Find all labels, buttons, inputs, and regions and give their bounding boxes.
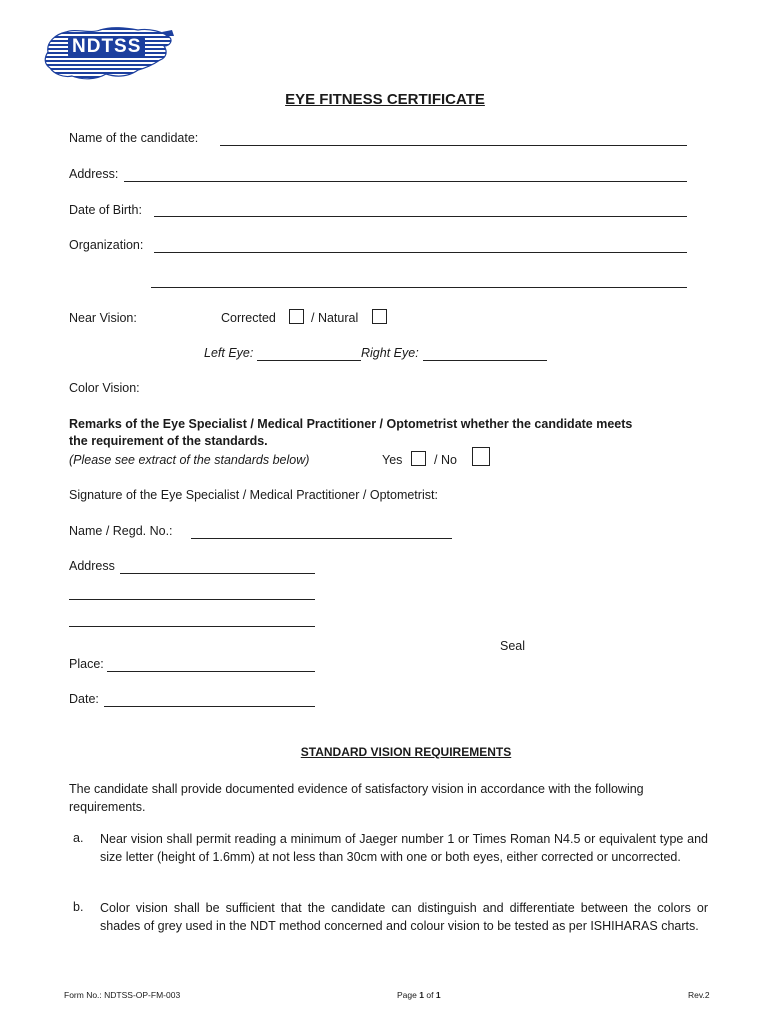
remarks-line-2: the requirement of the standards.	[69, 434, 268, 448]
organization-field[interactable]	[154, 252, 687, 253]
organization-label: Organization:	[69, 238, 144, 252]
specialist-address-field[interactable]	[120, 573, 315, 574]
page-total: 1	[435, 990, 441, 1000]
remarks-line-1: Remarks of the Eye Specialist / Medical Practitioner / Optometrist whether the candidate meets	[69, 417, 633, 431]
item-b-marker: b.	[73, 900, 84, 914]
date-field[interactable]	[104, 706, 315, 707]
standards-intro: The candidate shall provide documented evidence of satisfactory vision in accordance with the following requirements.	[69, 782, 644, 814]
specialist-address-field-line-2[interactable]	[69, 599, 315, 600]
page-number: 1	[419, 990, 424, 1000]
yes-label: Yes	[382, 453, 403, 467]
page-indicator	[397, 990, 441, 1000]
address-label: Address:	[69, 167, 119, 181]
no-checkbox[interactable]	[472, 447, 490, 466]
item-b-text: Color vision shall be sufficient that the candidate can distinguish and differentiate between the colors or shades of grey used in the NDT method concerned and colour vision to be tested as per ISHIHARAS charts.	[100, 901, 708, 933]
organization-field-line-2[interactable]	[151, 287, 687, 288]
page-title: EYE FITNESS CERTIFICATE	[285, 91, 485, 108]
seal-label: Seal	[500, 639, 526, 653]
regd-label: Name / Regd. No.:	[69, 524, 173, 538]
specialist-address-field-line-3[interactable]	[69, 626, 315, 627]
regd-field[interactable]	[191, 538, 452, 539]
standards-title: STANDARD VISION REQUIREMENTS	[300, 745, 512, 759]
candidate-name-label: Name of the candidate:	[69, 131, 199, 145]
corrected-checkbox[interactable]	[289, 309, 304, 324]
place-field[interactable]	[107, 671, 315, 672]
page-word: Page	[397, 990, 417, 1000]
item-a-text: Near vision shall permit reading a minimum of Jaeger number 1 or Times Roman N4.5 or equivalent type and size letter (height of 1.6mm) at not less than 30cm with one or both eyes, either corrected or uncorrected.	[100, 832, 708, 864]
right-eye-field[interactable]	[423, 360, 547, 361]
form-number: Form No.: NDTSS-OP-FM-003	[64, 990, 181, 1000]
of-word: of	[426, 990, 434, 1000]
yes-checkbox[interactable]	[411, 451, 426, 466]
revision: Rev.2	[688, 990, 710, 1000]
place-label: Place:	[69, 657, 104, 671]
date-label: Date:	[69, 692, 99, 706]
no-label: / No	[434, 453, 457, 467]
right-eye-label: Right Eye:	[361, 346, 419, 360]
color-vision-label: Color Vision:	[69, 381, 140, 395]
remarks-note: (Please see extract of the standards below)	[69, 453, 310, 467]
address-field[interactable]	[124, 181, 687, 182]
logo-text: NDTSS	[68, 36, 145, 58]
candidate-name-field[interactable]	[220, 145, 687, 146]
dob-field[interactable]	[154, 216, 687, 217]
dob-label: Date of Birth:	[69, 203, 142, 217]
item-a-marker: a.	[73, 831, 84, 845]
specialist-address-label: Address	[69, 559, 115, 573]
corrected-label: Corrected	[221, 311, 276, 325]
signature-label: Signature of the Eye Specialist / Medical Practitioner / Optometrist:	[69, 488, 438, 502]
natural-label: / Natural	[311, 311, 359, 325]
ndtss-logo	[42, 24, 176, 84]
near-vision-label: Near Vision:	[69, 311, 137, 325]
left-eye-field[interactable]	[257, 360, 361, 361]
natural-checkbox[interactable]	[372, 309, 387, 324]
left-eye-label: Left Eye:	[204, 346, 254, 360]
